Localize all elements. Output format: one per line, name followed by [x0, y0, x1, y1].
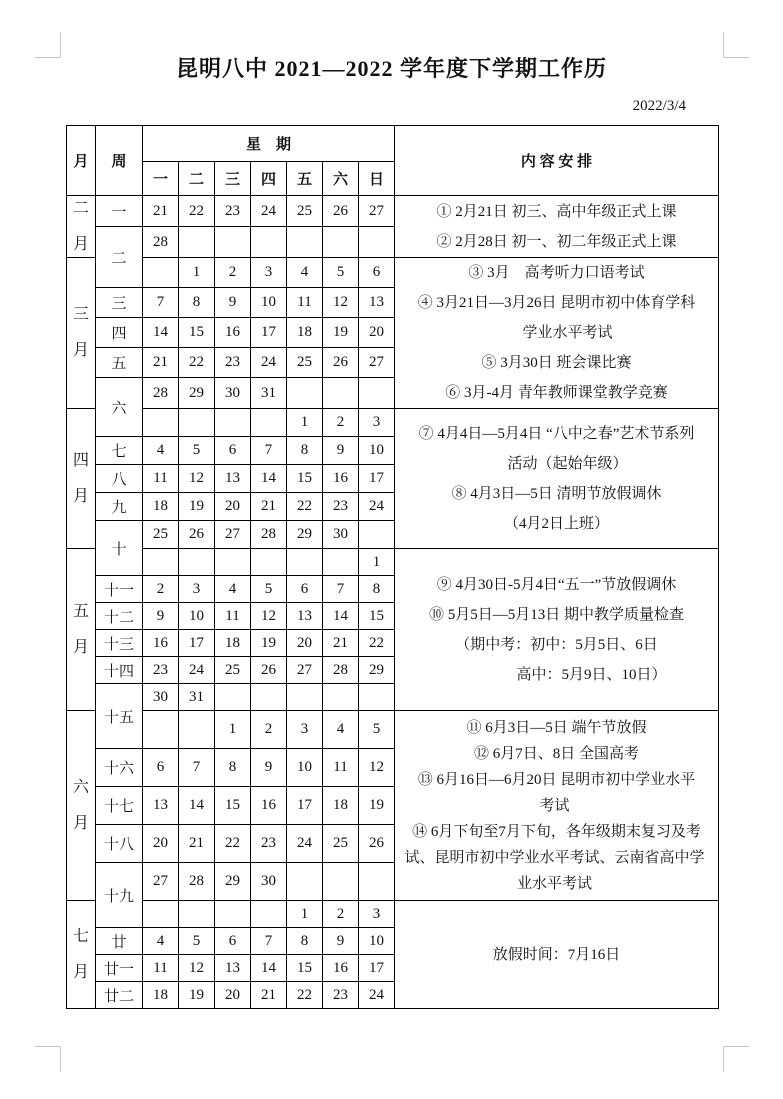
week-label: 十五: [96, 684, 143, 749]
day-cell: 13: [215, 465, 251, 493]
month-label: [67, 549, 96, 711]
content-line: ⑥ 3月-4月 青年教师课堂教学竞赛: [445, 385, 668, 401]
content-section-feb: [395, 196, 719, 258]
week-label: 十: [96, 521, 143, 576]
day-cell: 18: [143, 982, 179, 1009]
week-label: 廿: [96, 928, 143, 955]
week-label: 廿一: [96, 955, 143, 982]
day-cell: [359, 684, 395, 711]
day-cell: 31: [179, 684, 215, 711]
month-label-char: 月: [72, 963, 89, 981]
day-cell: 21: [143, 348, 179, 378]
day-cell: 25: [323, 825, 359, 863]
work-calendar-table: [66, 125, 719, 1009]
week-label: 十四: [96, 657, 143, 684]
day-cell: 1: [215, 711, 251, 749]
day-cell: 7: [143, 288, 179, 318]
month-label-char: 二: [72, 199, 89, 217]
day-cell: 11: [287, 288, 323, 318]
day-cell: [323, 684, 359, 711]
day-cell: 7: [179, 749, 215, 787]
content-line: ⑤ 3月30日 班会课比赛: [481, 355, 632, 371]
day-cell: 2: [323, 901, 359, 928]
content-line: ⑫ 6月7日、8日 全国高考: [473, 745, 639, 762]
day-cell: 10: [359, 928, 395, 955]
week-label: 十二: [96, 603, 143, 630]
day-cell: 25: [143, 521, 179, 549]
day-cell: 9: [143, 603, 179, 630]
day-cell: 14: [179, 787, 215, 825]
content-line: ⑬ 6月16日—6月20日 昆明市初中学业水平: [417, 771, 696, 788]
content-line: 业水平考试: [516, 875, 592, 892]
week-label: 九: [96, 493, 143, 521]
week-label: 十九: [96, 863, 143, 928]
week-label: 十七: [96, 787, 143, 825]
day-cell: 6: [359, 258, 395, 288]
day-cell: 27: [287, 657, 323, 684]
day-cell: 2: [143, 576, 179, 603]
day-cell: 7: [251, 437, 287, 465]
day-cell: [359, 863, 395, 901]
calendar-body: [67, 126, 719, 1009]
day-cell: 25: [287, 348, 323, 378]
content-section-may: [395, 549, 719, 711]
calendar-row: [67, 901, 719, 928]
day-cell: 21: [251, 493, 287, 521]
day-cell: 4: [143, 437, 179, 465]
content-line: ④ 3月21日—3月26日 昆明市初中体育学科: [417, 295, 696, 311]
day-cell: 28: [179, 863, 215, 901]
day-cell: 12: [251, 603, 287, 630]
day-cell: [143, 409, 179, 437]
day-cell: 11: [143, 465, 179, 493]
day-cell: 11: [215, 603, 251, 630]
day-cell: 15: [287, 955, 323, 982]
day-cell: 22: [179, 348, 215, 378]
month-label-char: 七: [72, 927, 89, 945]
document-date: 2022/3/4: [632, 98, 686, 114]
content-line: ⑨ 4月30日-5月4日“五一”节放假调休: [436, 576, 677, 593]
day-cell: 19: [323, 318, 359, 348]
month-label: [67, 409, 96, 549]
day-cell: 4: [287, 258, 323, 288]
calendar-row: [67, 409, 719, 437]
month-label-char: 月: [72, 235, 89, 253]
day-cell: 8: [287, 928, 323, 955]
day-cell: 26: [179, 521, 215, 549]
day-cell: [179, 901, 215, 928]
day-cell: [179, 409, 215, 437]
day-cell: 29: [179, 378, 215, 409]
month-label-char: 月: [72, 638, 89, 656]
day-cell: 19: [359, 787, 395, 825]
day-cell: 29: [359, 657, 395, 684]
header-weekday-group: 星 期: [143, 126, 395, 162]
day-cell: 10: [287, 749, 323, 787]
day-cell: 21: [251, 982, 287, 1009]
day-cell: 10: [251, 288, 287, 318]
day-cell: [323, 378, 359, 409]
day-cell: 29: [215, 863, 251, 901]
week-label: 十一: [96, 576, 143, 603]
header-row-1: [67, 126, 719, 162]
day-cell: 20: [215, 982, 251, 1009]
day-cell: [287, 549, 323, 576]
content-line: 活动（起始年级）: [507, 455, 628, 472]
day-cell: 24: [179, 657, 215, 684]
week-label: 三: [96, 288, 143, 318]
day-cell: 22: [287, 982, 323, 1009]
month-label-char: 六: [72, 778, 89, 796]
day-cell: 21: [143, 196, 179, 227]
day-cell: 17: [359, 465, 395, 493]
content-line: 高中：5月9日、10日）: [516, 666, 667, 683]
day-cell: [179, 227, 215, 258]
day-cell: 20: [359, 318, 395, 348]
day-cell: 6: [287, 576, 323, 603]
month-label-char: 月: [72, 814, 89, 832]
content-line: ⑦ 4月4日—5月4日 “八中之春”艺术节系列: [418, 425, 695, 442]
day-cell: [143, 549, 179, 576]
month-label-char: 四: [72, 451, 89, 469]
day-cell: 15: [287, 465, 323, 493]
day-cell: 27: [359, 348, 395, 378]
day-cell: [179, 711, 215, 749]
content-line: ⑧ 4月3日—5日 清明节放假调休: [451, 485, 662, 502]
day-cell: 30: [323, 521, 359, 549]
day-cell: 23: [215, 196, 251, 227]
day-cell: 8: [359, 576, 395, 603]
week-label: 二: [96, 227, 143, 288]
day-cell: 17: [179, 630, 215, 657]
day-cell: 30: [215, 378, 251, 409]
week-label: 十三: [96, 630, 143, 657]
day-cell: 9: [215, 288, 251, 318]
day-cell: [143, 711, 179, 749]
day-cell: 3: [359, 901, 395, 928]
content-line: （4月2日上班）: [503, 515, 609, 532]
day-cell: 24: [359, 493, 395, 521]
day-cell: [251, 901, 287, 928]
day-cell: 30: [251, 863, 287, 901]
day-cell: 9: [251, 749, 287, 787]
day-cell: 18: [215, 630, 251, 657]
header-weekday-tue: 二: [179, 162, 215, 196]
day-cell: 2: [323, 409, 359, 437]
day-cell: 5: [179, 437, 215, 465]
day-cell: 21: [179, 825, 215, 863]
content-line: 放假时间：7月16日: [492, 946, 621, 963]
day-cell: 11: [323, 749, 359, 787]
content-line: 学业水平考试: [522, 325, 613, 341]
day-cell: 26: [323, 196, 359, 227]
day-cell: 15: [359, 603, 395, 630]
day-cell: 5: [179, 928, 215, 955]
day-cell: [287, 684, 323, 711]
day-cell: 18: [143, 493, 179, 521]
day-cell: 18: [323, 787, 359, 825]
day-cell: 24: [251, 348, 287, 378]
day-cell: 13: [143, 787, 179, 825]
day-cell: 19: [179, 493, 215, 521]
day-cell: 10: [359, 437, 395, 465]
day-cell: 5: [323, 258, 359, 288]
day-cell: 31: [251, 378, 287, 409]
day-cell: 2: [215, 258, 251, 288]
day-cell: 25: [215, 657, 251, 684]
day-cell: [215, 409, 251, 437]
day-cell: 8: [179, 288, 215, 318]
day-cell: 16: [143, 630, 179, 657]
day-cell: 22: [287, 493, 323, 521]
day-cell: 1: [287, 409, 323, 437]
day-cell: 6: [143, 749, 179, 787]
day-cell: [179, 549, 215, 576]
header-month: 月: [67, 126, 96, 196]
page-corner-mark-bottom-right: [723, 1046, 749, 1072]
month-label-char: 三: [72, 306, 89, 323]
day-cell: 20: [215, 493, 251, 521]
day-cell: 12: [359, 749, 395, 787]
month-label: [67, 711, 96, 901]
month-label-char: 月: [72, 487, 89, 505]
day-cell: 21: [323, 630, 359, 657]
day-cell: 23: [215, 348, 251, 378]
content-line: ③ 3月 高考听力口语考试: [468, 265, 645, 281]
day-cell: 3: [287, 711, 323, 749]
day-cell: 6: [215, 928, 251, 955]
day-cell: 26: [251, 657, 287, 684]
day-cell: [287, 227, 323, 258]
day-cell: [143, 901, 179, 928]
day-cell: 13: [359, 288, 395, 318]
day-cell: 19: [179, 982, 215, 1009]
week-label: 五: [96, 348, 143, 378]
day-cell: 9: [323, 437, 359, 465]
month-label-char: 五: [72, 602, 89, 620]
content-line: ② 2月28日 初一、初二年级正式上课: [436, 233, 677, 250]
week-label: 廿二: [96, 982, 143, 1009]
day-cell: [323, 227, 359, 258]
day-cell: 8: [215, 749, 251, 787]
page-corner-mark-bottom-left: [35, 1046, 61, 1072]
week-label: 八: [96, 465, 143, 493]
header-weekday-fri: 五: [287, 162, 323, 196]
header-week: 周: [96, 126, 143, 196]
day-cell: 13: [215, 955, 251, 982]
day-cell: [251, 409, 287, 437]
day-cell: 5: [359, 711, 395, 749]
header-weekday-thu: 四: [251, 162, 287, 196]
page-title: 昆明八中 2021—2022 学年度下学期工作历: [175, 56, 607, 81]
week-label: 十六: [96, 749, 143, 787]
day-cell: 14: [251, 955, 287, 982]
day-cell: 24: [287, 825, 323, 863]
day-cell: 14: [143, 318, 179, 348]
day-cell: 7: [251, 928, 287, 955]
week-label: 四: [96, 318, 143, 348]
content-line: 试、昆明市初中学业水平考试、云南省高中学: [404, 849, 705, 866]
day-cell: 9: [323, 928, 359, 955]
content-section-jun: [395, 711, 719, 901]
day-cell: 8: [287, 437, 323, 465]
month-label: [67, 196, 96, 258]
week-label: 七: [96, 437, 143, 465]
day-cell: 15: [179, 318, 215, 348]
header-weekday-mon: 一: [143, 162, 179, 196]
day-cell: 23: [323, 982, 359, 1009]
day-cell: 16: [323, 955, 359, 982]
day-cell: 24: [251, 196, 287, 227]
day-cell: 20: [287, 630, 323, 657]
day-cell: 7: [323, 576, 359, 603]
day-cell: 25: [287, 196, 323, 227]
day-cell: [359, 521, 395, 549]
day-cell: [215, 901, 251, 928]
day-cell: 27: [215, 521, 251, 549]
day-cell: 28: [251, 521, 287, 549]
week-label: 十八: [96, 825, 143, 863]
day-cell: 12: [179, 955, 215, 982]
day-cell: [215, 549, 251, 576]
day-cell: [251, 684, 287, 711]
day-cell: 3: [359, 409, 395, 437]
day-cell: 6: [215, 437, 251, 465]
day-cell: [359, 378, 395, 409]
day-cell: 23: [251, 825, 287, 863]
day-cell: [323, 863, 359, 901]
day-cell: 27: [143, 863, 179, 901]
content-section-jul: [395, 901, 719, 1009]
day-cell: 13: [287, 603, 323, 630]
header-weekday-sun: 日: [359, 162, 395, 196]
day-cell: 14: [323, 603, 359, 630]
day-cell: 17: [251, 318, 287, 348]
day-cell: 4: [323, 711, 359, 749]
day-cell: 19: [251, 630, 287, 657]
day-cell: [143, 258, 179, 288]
day-cell: 1: [359, 549, 395, 576]
day-cell: 11: [143, 955, 179, 982]
day-cell: 29: [287, 521, 323, 549]
day-cell: 5: [251, 576, 287, 603]
day-cell: 2: [251, 711, 287, 749]
day-cell: 3: [179, 576, 215, 603]
header-content: 内 容 安 排: [395, 126, 719, 196]
week-label: 六: [96, 378, 143, 437]
day-cell: [287, 863, 323, 901]
day-cell: 24: [359, 982, 395, 1009]
day-cell: 30: [143, 684, 179, 711]
day-cell: 3: [251, 258, 287, 288]
content-section-mar: [395, 258, 719, 409]
day-cell: 16: [323, 465, 359, 493]
calendar-row: [67, 549, 719, 576]
day-cell: 20: [143, 825, 179, 863]
content-line: ① 2月21日 初三、高中年级正式上课: [436, 203, 677, 220]
day-cell: 22: [179, 196, 215, 227]
header-weekday-wed: 三: [215, 162, 251, 196]
calendar-row: [67, 196, 719, 227]
month-label: [67, 901, 96, 1009]
header-weekday-sat: 六: [323, 162, 359, 196]
day-cell: 26: [323, 348, 359, 378]
day-cell: 1: [179, 258, 215, 288]
day-cell: 12: [323, 288, 359, 318]
day-cell: [287, 378, 323, 409]
content-line: ⑭ 6月下旬至7月下旬，各年级期末复习及考: [412, 823, 701, 840]
day-cell: [323, 549, 359, 576]
day-cell: 18: [287, 318, 323, 348]
day-cell: 22: [359, 630, 395, 657]
content-line: ⑩ 5月5日—5月13日 期中教学质量检查: [428, 606, 684, 623]
day-cell: 27: [359, 196, 395, 227]
content-section-apr: [395, 409, 719, 549]
day-cell: 16: [215, 318, 251, 348]
month-label-char: 月: [72, 342, 89, 359]
content-line: ⑪ 6月3日—5日 端午节放假: [466, 719, 647, 736]
day-cell: 14: [251, 465, 287, 493]
day-cell: [359, 227, 395, 258]
day-cell: 28: [143, 378, 179, 409]
day-cell: 26: [359, 825, 395, 863]
content-line: （期中考：初中：5月5日、6日: [455, 636, 658, 653]
day-cell: 28: [323, 657, 359, 684]
content-line: 考试: [539, 797, 570, 814]
day-cell: [215, 227, 251, 258]
day-cell: 12: [179, 465, 215, 493]
day-cell: 4: [143, 928, 179, 955]
day-cell: 10: [179, 603, 215, 630]
day-cell: [215, 684, 251, 711]
day-cell: [251, 549, 287, 576]
day-cell: 17: [359, 955, 395, 982]
month-label: [67, 258, 96, 409]
day-cell: 4: [215, 576, 251, 603]
day-cell: 17: [287, 787, 323, 825]
calendar-row: [67, 258, 719, 288]
day-cell: 16: [251, 787, 287, 825]
day-cell: 1: [287, 901, 323, 928]
day-cell: 23: [323, 493, 359, 521]
day-cell: [251, 227, 287, 258]
day-cell: 28: [143, 227, 179, 258]
week-label: 一: [96, 196, 143, 227]
day-cell: 22: [215, 825, 251, 863]
day-cell: 15: [215, 787, 251, 825]
day-cell: 23: [143, 657, 179, 684]
calendar-row: [67, 711, 719, 749]
